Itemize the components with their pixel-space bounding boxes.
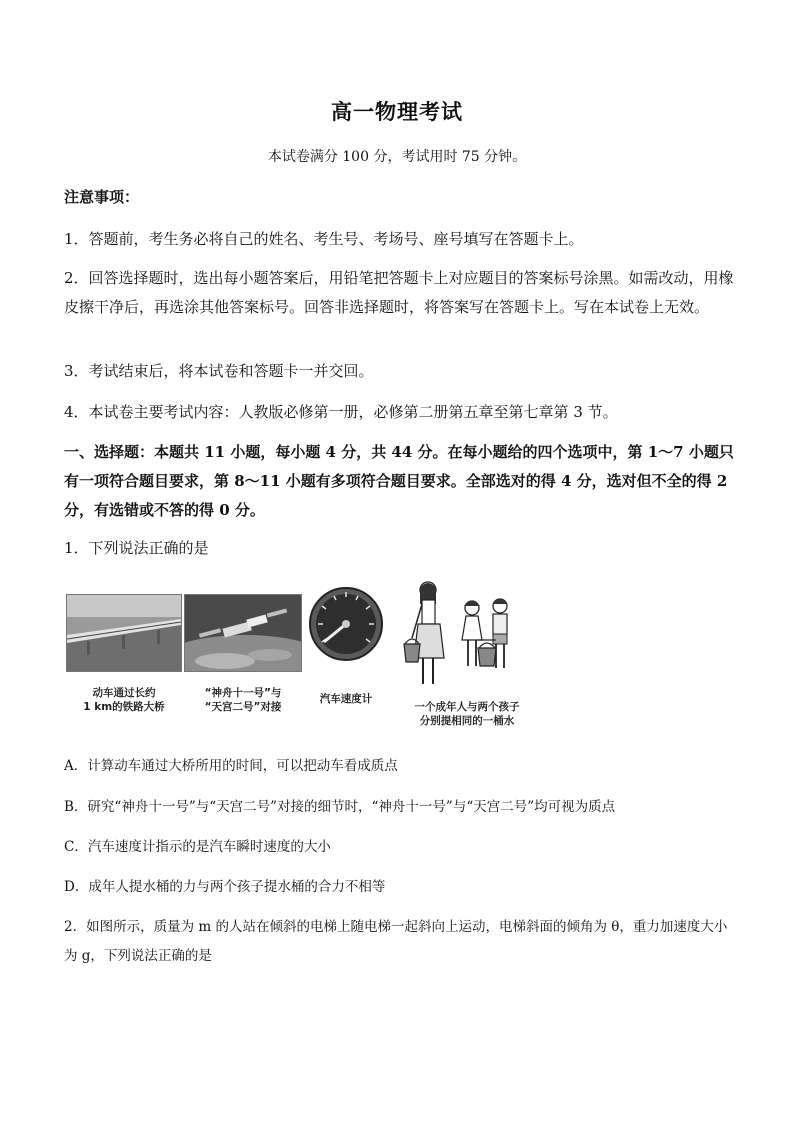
question-2-stem: 2．如图所示，质量为 m 的人站在倾斜的电梯上随电梯一起斜向上运动，电梯斜面的倾角为 θ，重力加速度大小为 g，下列说法正确的是 xyxy=(64,919,728,964)
note-item-3: 3．考试结束后，将本试卷和答题卡一并交回。 xyxy=(64,362,374,380)
speedometer-gauge xyxy=(308,582,384,668)
question-1-option-c: C．汽车速度计指示的是汽车瞬时速度的大小 xyxy=(64,839,331,855)
question-1-option-b: B．研究“神舟十一号”与“天宫二号”对接的细节时，“神舟十一号”与“天宫二号”均可视为质点 xyxy=(64,799,616,815)
docking-photo xyxy=(184,594,302,672)
caption-water-bucket: 一个成年人与两个孩子 分别提相同的一桶水 xyxy=(414,701,520,727)
figure-panel-bridge xyxy=(66,594,182,734)
caption-speedometer: 汽车速度计 xyxy=(319,693,373,705)
question-1-option-d: D．成年人提水桶的力与两个孩子提水桶的合力不相等 xyxy=(64,879,386,895)
page-title: 高一物理考试 xyxy=(331,99,463,124)
figure-panel-water-bucket xyxy=(400,578,534,734)
caption-docking: “神舟十一号”与 “天宫二号”对接 xyxy=(204,687,282,713)
section-heading: 一、选择题：本题共 11 小题，每小题 4 分，共 44 分。在每小题给的四个选项中，第 1～7 小题只有一项符合题目要求，第 8～11 小题有多项符合题目要求。全部选对的得 4 分，选对但不全的得 2 分，有选错或不答的得 0 分。 xyxy=(64,443,734,519)
question-1-option-a: A．计算动车通过大桥所用的时间，可以把动车看成质点 xyxy=(64,758,398,774)
note-item-1: 1．答题前，考生务必将自己的姓名、考生号、考场号、座号填写在答题卡上。 xyxy=(64,230,584,248)
note-item-2: 2．回答选择题时，选出每小题答案后，用铅笔把答题卡上对应题目的答案标号涂黑。如需改动，用橡皮擦干净后，再选涂其他答案标号。回答非选择题时，将答案写在答题卡上。写在本试卷上无效。 xyxy=(64,269,734,316)
question-1-stem: 1．下列说法正确的是 xyxy=(64,539,209,557)
note-item-4: 4．本试卷主要考试内容：人教版必修第一册，必修第二册第五章至第七章第 3 节。 xyxy=(64,403,618,421)
exam-info: 本试卷满分 100 分，考试用时 75 分钟。 xyxy=(267,149,527,165)
water-bucket-illustration xyxy=(400,578,534,696)
caption-bridge: 动车通过长约 1 km的铁路大桥 xyxy=(83,687,165,713)
figure-panel-speedometer xyxy=(308,582,384,734)
bridge-photo xyxy=(66,594,182,672)
figure-panel-docking xyxy=(184,594,302,734)
question-1-figure xyxy=(64,578,534,734)
notes-heading: 注意事项： xyxy=(64,188,140,206)
